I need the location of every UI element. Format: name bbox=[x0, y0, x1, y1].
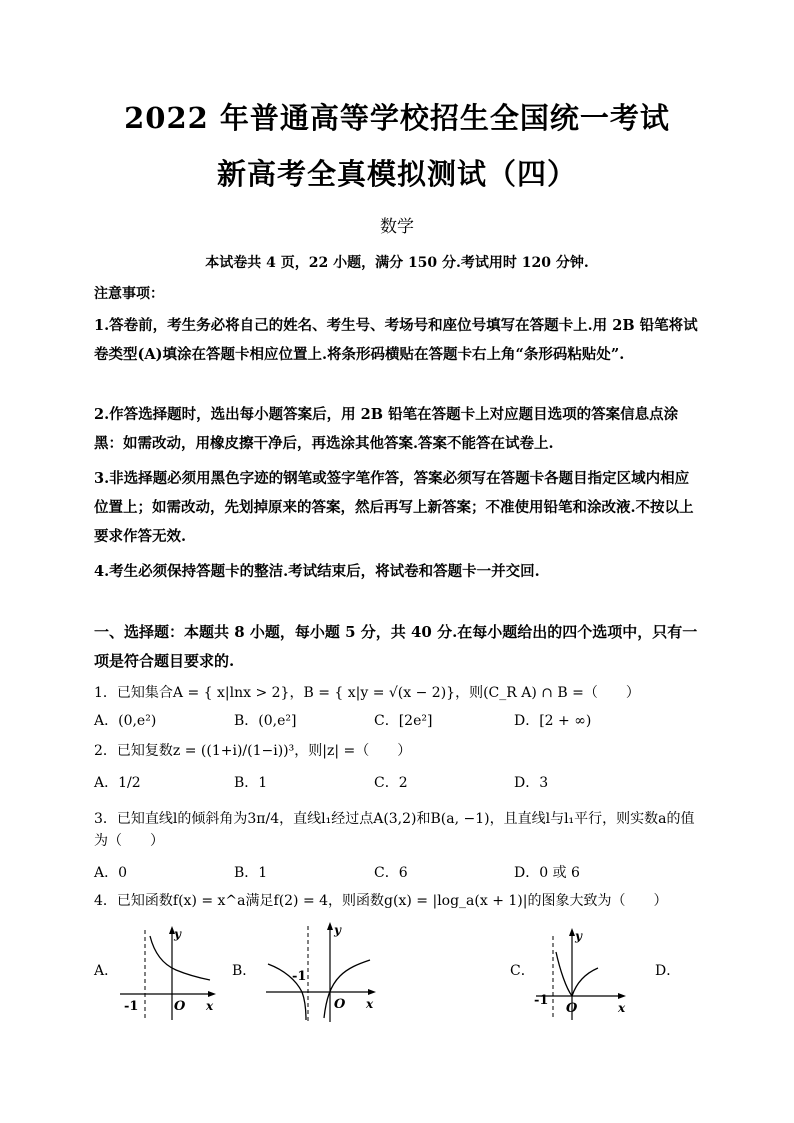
option-b[interactable]: B．(0,e²] bbox=[234, 713, 297, 729]
graph-option-a bbox=[112, 922, 222, 1022]
y-axis-arrow-icon bbox=[327, 922, 333, 930]
x-axis-arrow-icon bbox=[208, 991, 216, 997]
option-d[interactable]: D．3 bbox=[514, 775, 549, 791]
notice-item-1: 1.答卷前，考生务必将自己的姓名、考生号、考场号和座位号填写在答题卡上.用 2B 铅笔将试卷类型(A)填涂在答题卡相应位置上.将条形码横贴在答题卡右上角“条形码粘贴处”. bbox=[94, 317, 698, 363]
question-1-options bbox=[94, 710, 700, 732]
question-1-stem: 1．已知集合A = { x|lnx > 2}，B = { x|y = √(x − 2)}，则(C_R A) ∩ B =（ ） bbox=[94, 685, 640, 701]
option-a[interactable]: A． bbox=[94, 963, 119, 979]
function-curve-right bbox=[324, 960, 370, 1018]
subject-label: 数学 bbox=[380, 217, 414, 237]
graph-option-c bbox=[532, 922, 637, 1022]
option-c[interactable]: C．6 bbox=[374, 865, 408, 881]
x-axis-label: x bbox=[206, 999, 214, 1013]
x-axis-label: x bbox=[366, 997, 374, 1011]
question-2-options bbox=[94, 772, 700, 794]
option-d[interactable]: D．[2 + ∞) bbox=[514, 713, 592, 729]
option-b[interactable]: B． bbox=[232, 963, 257, 979]
option-a[interactable]: A．1/2 bbox=[94, 775, 141, 791]
section-heading: 一、选择题：本题共 8 小题，每小题 5 分，共 40 分.在每小题给出的四个选项中，只有一项是符合题目要求的. bbox=[94, 623, 698, 670]
tick-label-minus-one: -1 bbox=[534, 993, 549, 1008]
origin-label: O bbox=[566, 1001, 578, 1016]
exam-subtitle: 新高考全真模拟测试（四） bbox=[216, 157, 577, 191]
option-b[interactable]: B．1 bbox=[234, 775, 268, 791]
function-curve bbox=[150, 936, 210, 980]
option-c[interactable]: C． bbox=[510, 963, 535, 979]
function-curve bbox=[556, 952, 598, 996]
option-c[interactable]: C．2 bbox=[374, 775, 408, 791]
notice-heading: 注意事项： bbox=[94, 286, 164, 302]
notice-item-4: 4.考生必须保持答题卡的整洁.考试结束后，将试卷和答题卡一并交回. bbox=[94, 563, 540, 580]
notice-item-2: 2.作答选择题时，选出每小题答案后，用 2B 铅笔在答题卡上对应题目选项的答案信息点涂黑：如需改动，用橡皮擦干净后，再选涂其他答案.答案不能答在试卷上. bbox=[94, 406, 679, 452]
notice-item-3: 3.非选择题必须用黑色字迹的钢笔或签字笔作答，答案必须写在答题卡各题目指定区域内相应位置上；如需改动，先划掉原来的答案，然后再写上新答案；不准使用铅笔和涂改液.不按以上要求作答无效. bbox=[94, 470, 694, 545]
question-4-stem: 4．已知函数f(x) = x^a满足f(2) = 4，则函数g(x) = |log_a(x + 1)|的图象大致为（ ） bbox=[94, 893, 668, 909]
question-2-stem: 2．已知复数z = ((1+i)/(1−i))³，则|z| =（ ） bbox=[94, 743, 412, 759]
x-axis-label: x bbox=[618, 1001, 626, 1015]
option-a[interactable]: A．(0,e²) bbox=[94, 713, 157, 729]
tick-label-minus-one: -1 bbox=[124, 999, 139, 1014]
option-a[interactable]: A．0 bbox=[94, 865, 128, 881]
origin-label: O bbox=[334, 997, 346, 1012]
option-d[interactable]: D． bbox=[655, 963, 681, 979]
option-c[interactable]: C．[2e²] bbox=[374, 713, 433, 729]
exam-info: 本试卷共 4 页，22 小题，满分 150 分.考试用时 120 分钟. bbox=[205, 255, 589, 271]
option-d[interactable]: D．0 或 6 bbox=[514, 865, 580, 881]
exam-title: 2022 年普通高等学校招生全国统一考试 bbox=[124, 101, 670, 135]
y-axis-label: y bbox=[174, 927, 181, 941]
y-axis-label: y bbox=[575, 929, 582, 943]
option-b[interactable]: B．1 bbox=[234, 865, 268, 881]
question-3-stem: 3．已知直线l的倾斜角为3π/4，直线l₁经过点A(3,2)和B(a, −1)，且直线l与l₁平行，则实数a的值为（ ） bbox=[94, 811, 695, 849]
x-axis-arrow-icon bbox=[618, 993, 626, 999]
tick-label-minus-one: -1 bbox=[292, 969, 307, 984]
question-3-options bbox=[94, 862, 700, 884]
origin-label: O bbox=[174, 999, 186, 1014]
y-axis-label: y bbox=[334, 923, 341, 937]
x-axis-arrow-icon bbox=[368, 989, 376, 995]
graph-option-b bbox=[262, 914, 387, 1024]
